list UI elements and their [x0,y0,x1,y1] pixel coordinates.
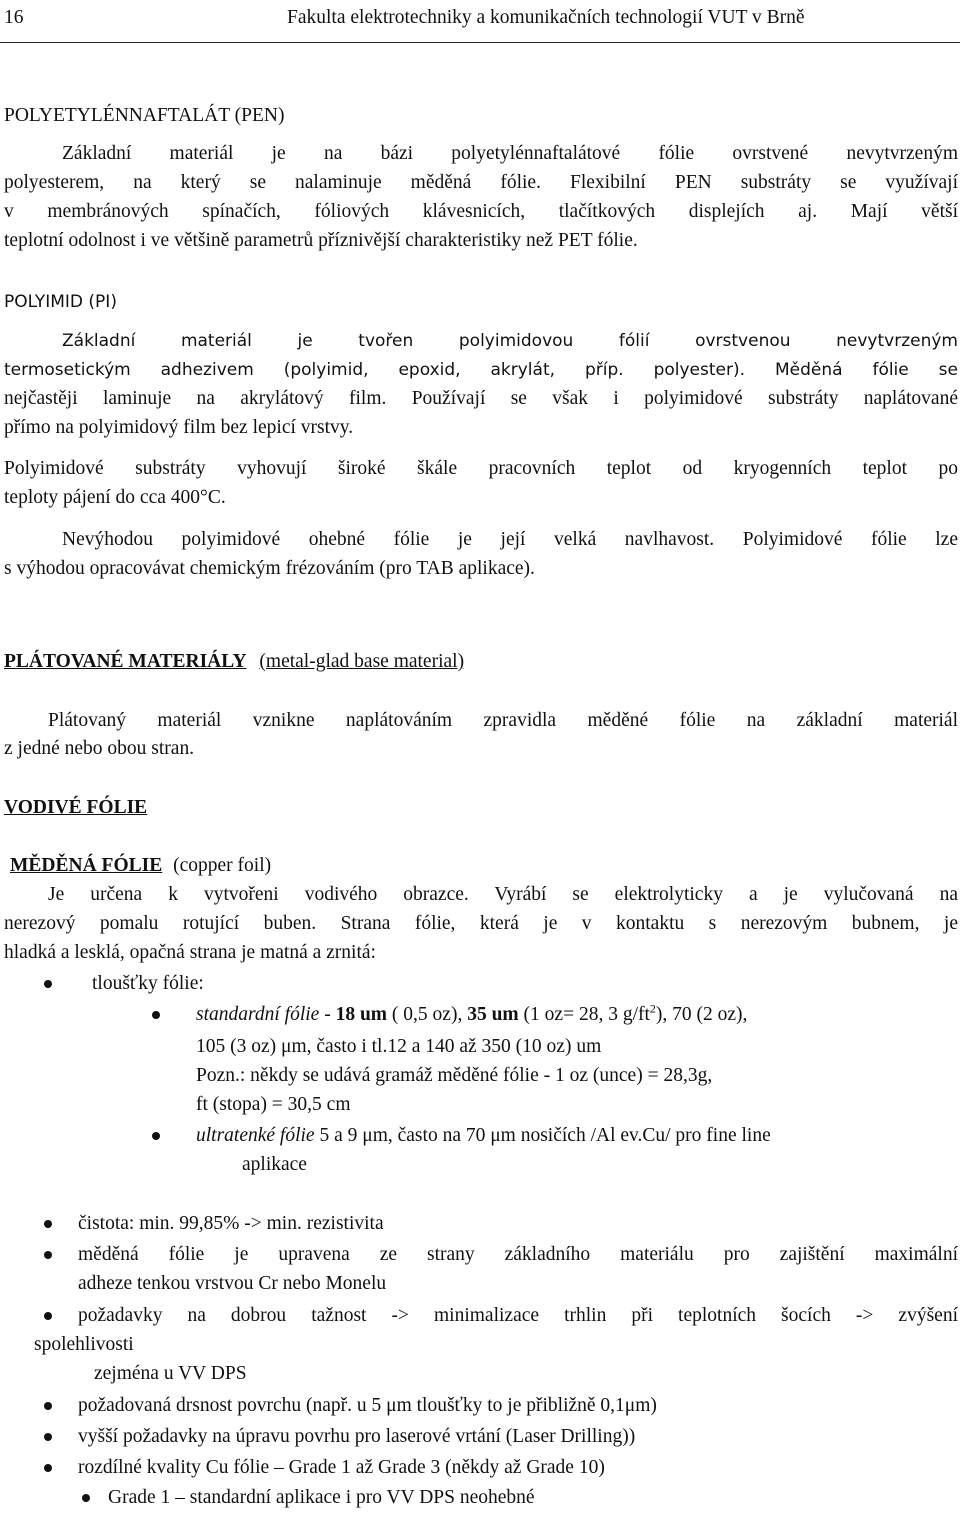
plated-line-1: Plátovaný materiál vznikne naplátováním zpravidla měděné fólie na základní materiál [48,710,958,731]
bullet-treatment-2: adheze tenkou vrstvou Cr nebo Monelu [78,1273,387,1294]
standard-foil-line-1 [196,1003,747,1027]
standard-foil-term: standardní fólie [196,1004,320,1025]
ultra-foil-text: 5 a 9 μm, často na 70 μm nosičích /Al ev.Cu/ pro fine line [314,1125,771,1146]
plated-heading: PLÁTOVANÉ MATERIÁLY [4,651,247,672]
page-header-title: Fakulta elektrotechniky a komunikačních technologií VUT v Brně [287,7,805,28]
bullet-marker [44,1433,52,1441]
pi-p1-line-4: přímo na polyimidový film bez lepicí vrstvy. [4,417,354,438]
pi-p1-line-3: nejčastěji laminuje na akrylátový film. Používají se však i polyimidové substráty naplátované [4,388,958,409]
bullet-ductility-2: spolehlivosti [34,1334,134,1355]
thickness-18: 18 um [335,1004,388,1025]
pi-p1-line-1: Základní materiál je tvořen polyimidovou fólií ovrstvenou nevytvrzeným [62,331,958,351]
page-number: 16 [4,7,24,28]
bullet-ductility-3: zejména u VV DPS [94,1363,247,1384]
plated-heading-suffix: (metal-glad base material) [259,651,465,672]
header-rule [0,42,960,43]
bullet-marker [44,1312,52,1320]
standard-foil-note-2: ft (stopa) = 30,5 cm [196,1094,351,1115]
pi-p3-line-2: s výhodou opracovávat chemickým frézováním (pro TAB aplikace). [4,558,535,579]
pi-heading: POLYIMID (PI) [4,292,117,312]
ultra-foil-term: ultratenké fólie [196,1125,315,1146]
pen-line-2: polyesterem, na který se nalaminuje měděná fólie. Flexibilní PEN substráty se využívají [4,172,958,193]
thickness-label: tloušťky fólie: [92,973,204,994]
standard-text-4: ), 70 (2 oz), [655,1004,748,1025]
conductive-heading: VODIVÉ FÓLIE [4,797,148,818]
bullet-ductility-1: požadavky na dobrou tažnost -> minimalizace trhlin při teplotních šocích -> zvýšení [78,1305,958,1326]
plated-line-2: z jedné nebo obou stran. [4,738,195,759]
pi-p1-line-2: termosetickým adhezivem (polyimid, epoxid, akrylát, příp. polyester). Měděná fólie se [4,360,958,380]
bullet-marker [44,1402,52,1410]
copper-heading: MĚDĚNÁ FÓLIE [10,855,163,876]
thickness-35: 35 um [467,1004,519,1025]
pen-line-1: Základní materiál je na bázi polyetylénnaftalátové fólie ovrstvené nevytvrzeným [62,143,958,164]
bullet-grades: rozdílné kvality Cu fólie – Grade 1 až Grade 3 (někdy až Grade 10) [78,1457,605,1478]
copper-heading-suffix: (copper foil) [173,855,272,876]
bullet-marker [152,1132,160,1140]
standard-text-1: - [319,1004,336,1025]
bullet-marker [44,1251,52,1259]
bullet-marker [44,1220,52,1228]
bullet-grade-1: Grade 1 – standardní aplikace i pro VV DPS neohebné [108,1487,535,1508]
bullet-purity: čistota: min. 99,85% -> min. rezistivita [78,1213,384,1234]
bullet-marker [44,980,52,988]
copper-line-3: hladká a lesklá, opačná strana je matná a zrnitá: [4,942,376,963]
plated-heading-line [4,650,464,674]
ultra-foil-line-1 [196,1124,771,1148]
copper-line-1: Je určena k vytvořeni vodivého obrazce. Vyrábí se elektrolyticky a je vylučovaná na [48,884,958,905]
bullet-marker [44,1464,52,1472]
standard-foil-line-2: 105 (3 oz) μm, často i tl.12 a 140 až 350 (10 oz) um [196,1036,602,1057]
pen-line-3: v membránových spínačích, fóliových klávesnicích, tlačítkových displejích aj. Mají větší [4,201,958,222]
standard-text-3: (1 oz= 28, 3 g/ft [518,1004,650,1025]
bullet-marker [152,1011,160,1019]
pi-p2-line-2: teploty pájení do cca 400°C. [4,487,226,508]
standard-foil-note-1: Pozn.: někdy se udává gramáž měděné fólie - 1 oz (unce) = 28,3g, [196,1065,713,1086]
standard-text-2: ( 0,5 oz), [387,1004,468,1025]
pi-p3-line-1: Nevýhodou polyimidové ohebné fólie je její velká navlhavost. Polyimidové fólie lze [62,529,958,550]
bullet-roughness: požadovaná drsnost povrchu (např. u 5 μm tloušťky to je přibližně 0,1μm) [78,1395,657,1416]
bullet-laser: vyšší požadavky na úpravu povrhu pro laserové vrtání (Laser Drilling)) [78,1426,636,1447]
pen-heading: POLYETYLÉNNAFTALÁT (PEN) [4,105,285,126]
bullet-marker [82,1494,90,1502]
standard-superscript: 2 [649,1001,656,1016]
bullet-treatment-1: měděná fólie je upravena ze strany základního materiálu pro zajištění maximální [78,1244,958,1265]
pi-p2-line-1: Polyimidové substráty vyhovují široké škále pracovních teplot od kryogenních teplot po [4,458,958,479]
copper-heading-line [10,854,271,878]
ultra-foil-line-2: aplikace [242,1154,307,1175]
pen-line-4: teplotní odolnost i ve většině parametrů příznivější charakteristiky než PET fólie. [4,230,638,251]
copper-line-2: nerezový pomalu rotující buben. Strana fólie, která je v kontaktu s nerezovým bubnem, je [4,913,958,934]
